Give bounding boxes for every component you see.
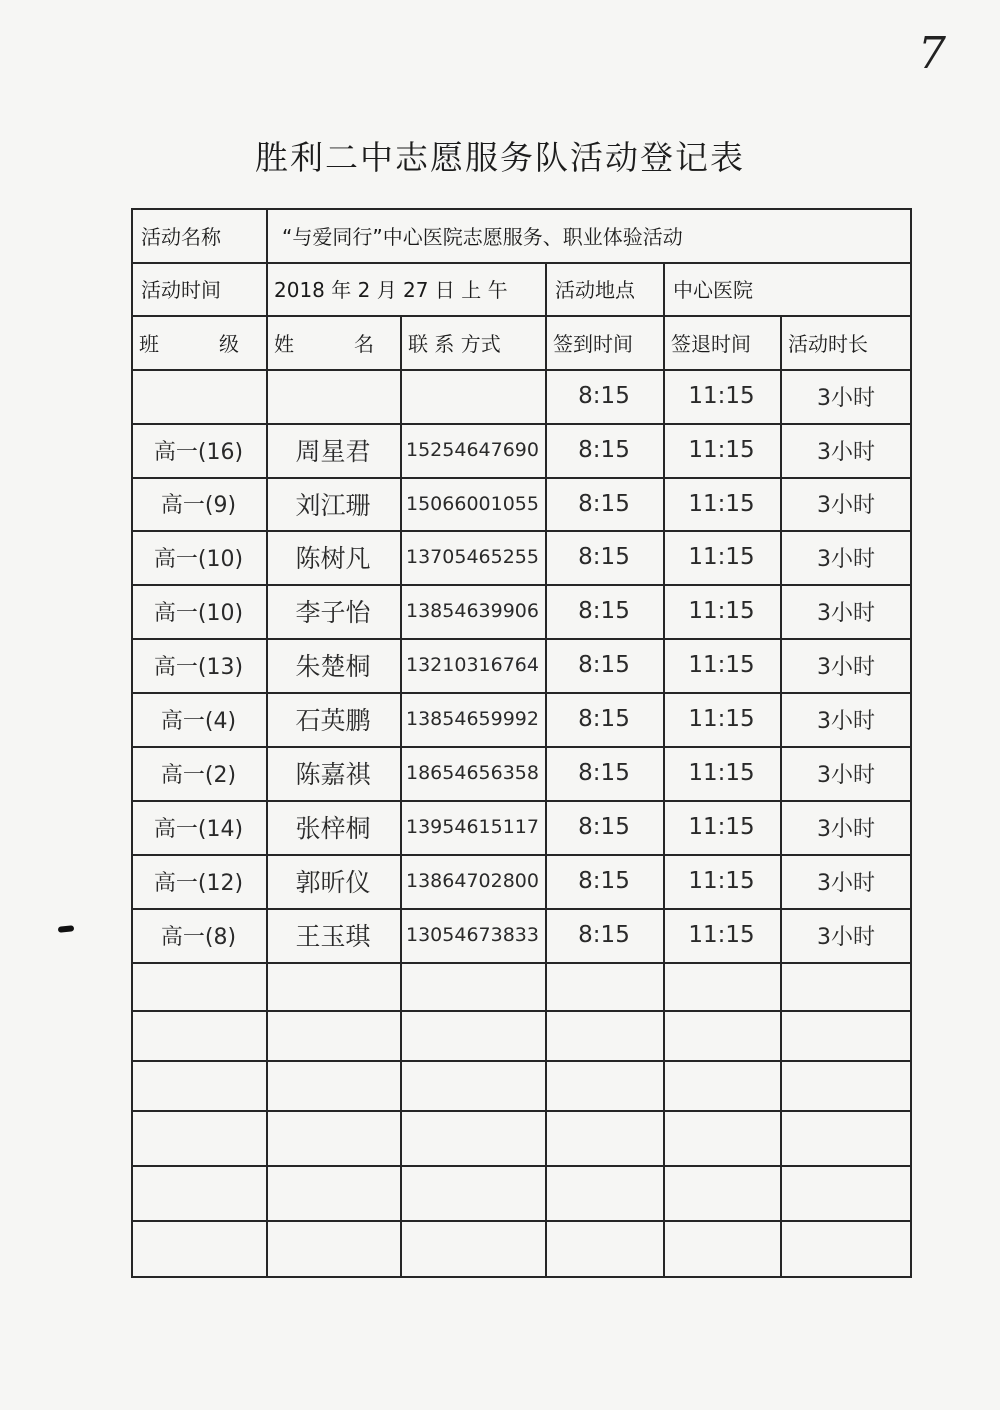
row-phone: 15254647690 (406, 439, 539, 461)
activity-place-value: 中心医院 (673, 278, 753, 302)
row-checkout: 11:15 (688, 814, 755, 840)
row-checkin: 8:15 (578, 383, 630, 409)
row-class: 高一(2) (160, 762, 237, 788)
row-phone: 15066001055 (406, 492, 539, 515)
row-duration: 3小时 (817, 439, 875, 465)
row-phone: 13954615117 (406, 816, 539, 838)
row-name: 陈嘉祺 (295, 760, 371, 789)
column-header: 班 级 (139, 331, 239, 356)
row-phone: 13854659992 (406, 708, 539, 730)
row-class: 高一(14) (153, 816, 244, 842)
activity-time-value: 2018 年 2 月 27 日 上 午 (274, 278, 508, 302)
row-duration: 3小时 (817, 816, 875, 842)
row-class: 高一(8) (160, 924, 237, 950)
row-checkin: 8:15 (578, 868, 630, 894)
row-checkout: 11:15 (688, 544, 755, 570)
table-row-line (131, 1220, 912, 1222)
row-duration: 3小时 (817, 654, 875, 680)
row-checkout: 11:15 (688, 922, 755, 948)
row-checkout: 11:15 (688, 868, 755, 894)
row-phone: 18654656358 (406, 762, 539, 784)
row-checkout: 11:15 (688, 383, 755, 409)
row-checkout: 11:15 (688, 437, 755, 463)
row-name: 石英鹏 (295, 706, 371, 735)
row-phone (400, 369, 545, 423)
row-checkout: 11:15 (688, 706, 755, 732)
row-class: 高一(12) (153, 870, 244, 896)
row-checkin: 8:15 (578, 544, 630, 570)
table-row-line (131, 1165, 912, 1167)
row-name: 李子怡 (295, 598, 371, 627)
table-row-line (131, 1060, 912, 1062)
table-row-line (131, 1010, 912, 1012)
column-header: 签到时间 (553, 331, 633, 356)
row-duration: 3小时 (817, 493, 875, 518)
row-duration: 3小时 (817, 870, 875, 896)
row-phone: 13864702800 (406, 870, 539, 892)
row-class: 高一(10) (153, 600, 244, 626)
row-checkout: 11:15 (688, 490, 755, 517)
row-duration: 3小时 (817, 924, 875, 950)
page-number: 7 (918, 28, 946, 79)
row-duration: 3小时 (817, 762, 875, 788)
row-checkin: 8:15 (578, 760, 630, 786)
row-phone: 13705465255 (406, 546, 539, 568)
row-class: 高一(16) (153, 439, 244, 465)
row-class: 高一(4) (160, 708, 237, 734)
row-name: 周星君 (295, 437, 371, 466)
row-checkin: 8:15 (578, 922, 630, 948)
activity-time-label: 活动时间 (141, 278, 221, 302)
column-header: 活动时长 (788, 331, 868, 356)
row-class: 高一(10) (153, 546, 244, 572)
column-header: 姓 名 (274, 331, 374, 356)
row-checkout: 11:15 (688, 760, 755, 786)
row-name: 王玉琪 (295, 922, 371, 951)
margin-ink-mark (58, 925, 75, 933)
row-checkin: 8:15 (578, 598, 630, 624)
row-checkin: 8:15 (578, 652, 630, 678)
row-duration: 3小时 (817, 600, 875, 626)
row-checkin: 8:15 (578, 706, 630, 732)
row-duration: 3小时 (817, 546, 875, 572)
activity-place-label: 活动地点 (555, 278, 635, 302)
activity-name-value: “与爱同行”中心医院志愿服务、职业体验活动 (282, 224, 683, 249)
row-phone: 13210316764 (406, 654, 539, 676)
column-header: 签退时间 (671, 331, 751, 356)
row-name: 陈树凡 (295, 544, 371, 573)
row-checkin: 8:15 (578, 814, 630, 840)
row-checkout: 11:15 (688, 652, 755, 678)
row-phone: 13854639906 (406, 600, 539, 622)
table-row-line (131, 1110, 912, 1112)
row-name: 郭昕仪 (295, 868, 371, 897)
row-name (266, 369, 400, 423)
table-border-bottom (131, 1276, 912, 1278)
row-checkout: 11:15 (688, 598, 755, 624)
row-checkin: 8:15 (578, 490, 630, 517)
row-name: 朱楚桐 (295, 652, 371, 681)
activity-name-label: 活动名称 (141, 224, 221, 249)
row-checkin: 8:15 (578, 437, 630, 463)
row-class (131, 369, 266, 423)
row-phone: 13054673833 (406, 924, 539, 946)
row-duration: 3小时 (817, 385, 875, 411)
row-class: 高一(13) (153, 654, 244, 680)
form-title: 胜利二中志愿服务队活动登记表 (255, 138, 745, 177)
column-header: 联 系 方式 (408, 331, 501, 356)
row-duration: 3小时 (817, 708, 875, 734)
table-row-line (131, 962, 912, 964)
row-name: 张梓桐 (295, 814, 371, 843)
row-class: 高一(9) (160, 493, 237, 518)
row-name: 刘江珊 (295, 490, 371, 520)
